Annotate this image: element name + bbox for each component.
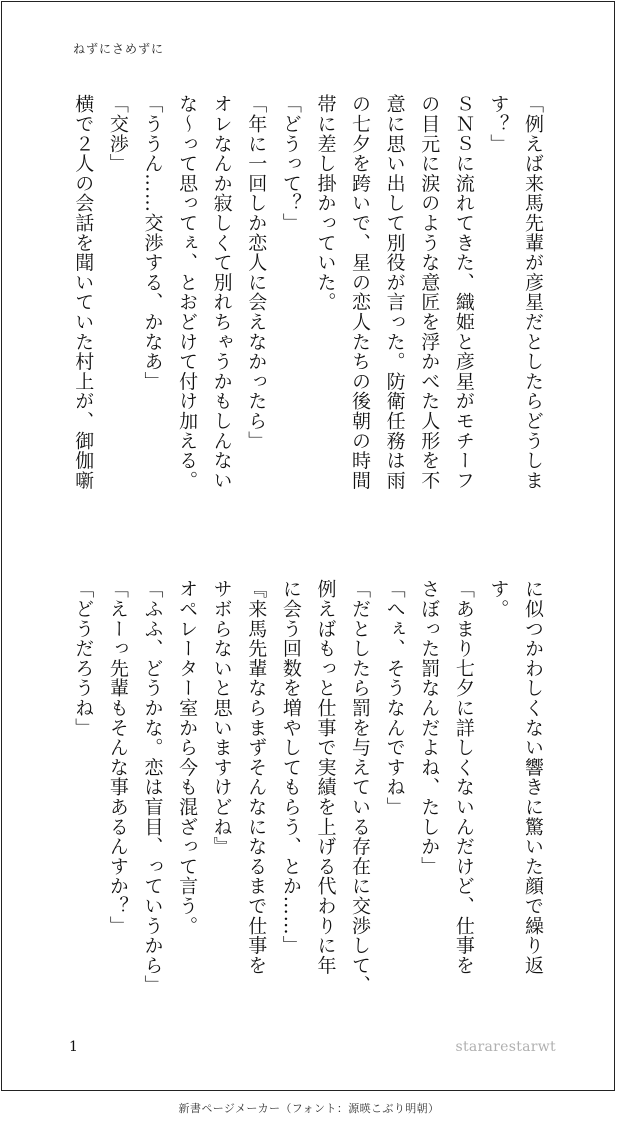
text-line: 「だとしたら罰を与えている存在に交渉して、 [349, 579, 372, 995]
text-line: に会う回数を増やしてもらう、とか……」 [279, 579, 302, 956]
text-line: す。 [487, 579, 510, 619]
text-line: 「へぇ、そうなんですね」 [383, 579, 406, 817]
text-line: す？」 [487, 94, 510, 154]
text-line: に似つかわしくない響きに驚いた顔で繰り返 [522, 579, 544, 975]
text-line: 意に思い出して別役が言った。防衛任務は雨 [383, 94, 406, 490]
text-line: 「えーっ先輩もそんな事あるんすか？」 [106, 579, 129, 936]
page-number: 1 [69, 1039, 78, 1055]
text-line: オレなんか寂しくて別れちゃうかもしんない [210, 94, 233, 490]
text-line: の七夕を跨いで、星の恋人たちの後朝の時間 [349, 94, 372, 490]
text-line: オペレーター室から今も混ざって言う。 [176, 579, 199, 936]
text-line: な～って思ってぇ、とおどけて付け加える。 [176, 94, 199, 490]
text-line: さぼった罰なんだよね、たしか」 [418, 579, 441, 876]
text-line: 帯に差し掛かっていた。 [314, 94, 337, 312]
text-line: 「例えば来馬先輩が彦星だとしたらどうしま [522, 94, 544, 490]
text-line: 例えばもっと仕事で実績を上げる代わりに年 [314, 579, 337, 975]
text-line: 「ふふ、どうかな。恋は盲目、っていうから」 [141, 579, 164, 995]
text-line: 『来馬先輩ならまずそんなになるまで仕事を [245, 579, 268, 975]
text-line: 「ううん……交渉する、かなあ」 [141, 94, 164, 391]
author-watermark: stararestarwt [455, 1039, 556, 1055]
text-line: 「どうだろうね」 [72, 579, 95, 738]
text-line: 「あまり七夕に詳しくないんだけど、仕事を [452, 579, 475, 975]
text-line: 横で２人の会話を聞いていた村上が、御伽噺 [72, 94, 95, 490]
running-header-title: ねずにさめずに [73, 42, 165, 56]
text-line: ＳＮＳに流れてきた、織姫と彦星がモチーフ [452, 94, 475, 490]
text-line: 「年に一回しか恋人に会えなかったら」 [245, 94, 268, 451]
generator-credit: 新書ページメーカー（フォント：源暎こぶり明朝） [178, 1102, 440, 1115]
page-frame [1, 1, 615, 1091]
text-block-lower [66, 579, 550, 1009]
text-line: 「どうって？」 [279, 94, 302, 233]
text-line: 「交渉」 [106, 94, 129, 174]
text-line: サボらないと思いますけどね』 [210, 579, 233, 857]
text-block-upper [66, 94, 550, 524]
text-line: の目元に涙のような意匠を浮かべた人形を不 [418, 94, 441, 490]
